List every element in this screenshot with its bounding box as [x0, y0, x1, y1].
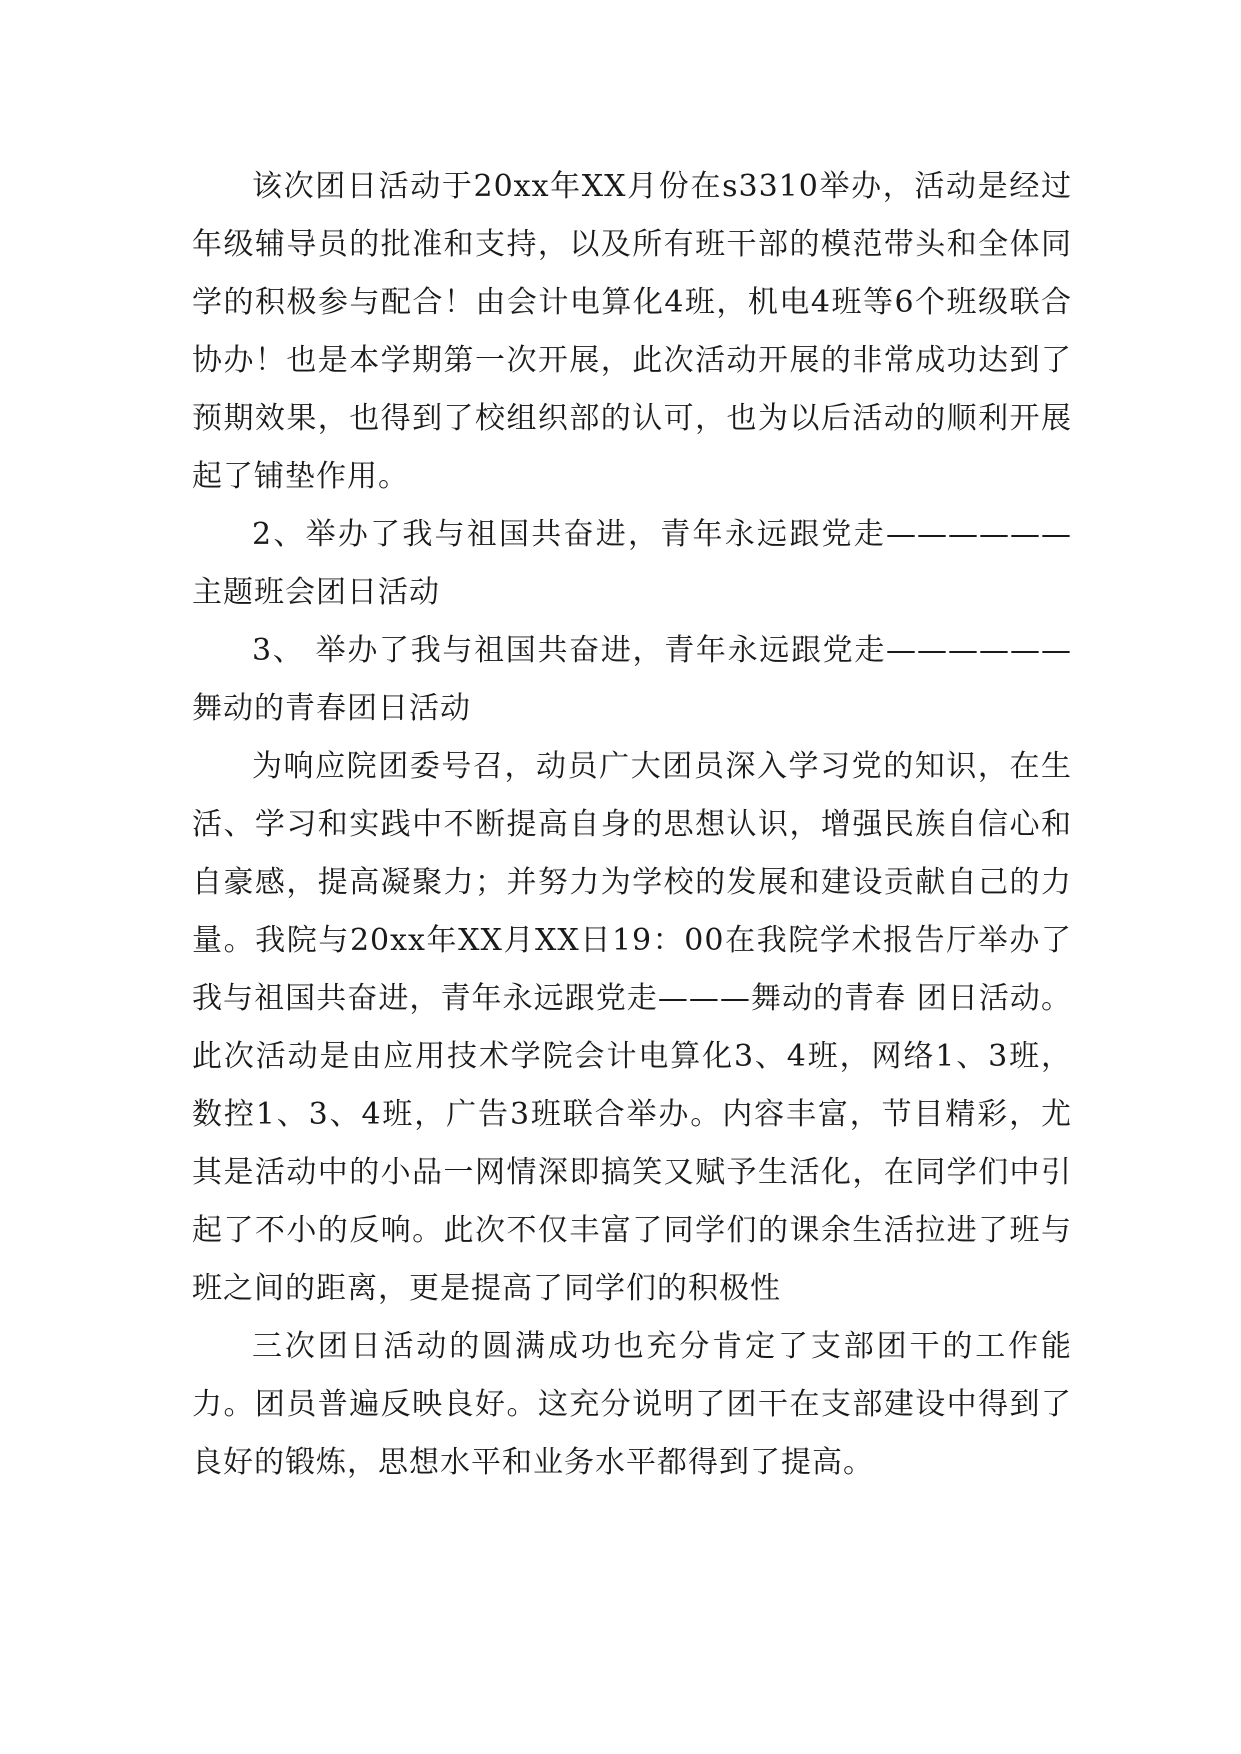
paragraph-event-description: 为响应院团委号召，动员广大团员深入学习党的知识，在生活、学习和实践中不断提高自身的思想认识，增强民族自信心和自豪感，提高凝聚力；并努力为学校的发展和建设贡献自己的力量。我院与20xx年XX月XX日19：00在我院学术报告厅举办了 我与祖国共奋进，青年永远跟党走———舞动的青春 团日活动。此次活动是由应用技术学院会计电算化3、4班，网络1、3班，数控1、3、4班，广告3班联合举办。内容丰富，节目精彩，尤其是活动中的小品一网情深即搞笑又赋予生活化，在同学们中引起了不小的反响。此次不仅丰富了同学们的课余生活拉进了班与班之间的距离，更是提高了同学们的积极性 — [192, 749, 1072, 1306]
paragraph-item-2: 2、举办了我与祖国共奋进，青年永远跟党走——————主题班会团日活动 — [192, 517, 1072, 610]
paragraph-item-3: 3、 举办了我与祖国共奋进，青年永远跟党走——————舞动的青春团日活动 — [192, 633, 1072, 726]
document-body — [192, 158, 1072, 1492]
paragraph-conclusion: 三次团日活动的圆满成功也充分肯定了支部团干的工作能力。团员普遍反映良好。这充分说明了团干在支部建设中得到了良好的锻炼，思想水平和业务水平都得到了提高。 — [192, 1329, 1072, 1480]
paragraph-activity-summary: 该次团日活动于20xx年XX月份在s3310举办，活动是经过年级辅导员的批准和支持，以及所有班干部的模范带头和全体同学的积极参与配合！由会计电算化4班，机电4班等6个班级联合协办！也是本学期第一次开展，此次活动开展的非常成功达到了预期效果，也得到了校组织部的认可，也为以后活动的顺利开展起了铺垫作用。 — [192, 169, 1072, 494]
